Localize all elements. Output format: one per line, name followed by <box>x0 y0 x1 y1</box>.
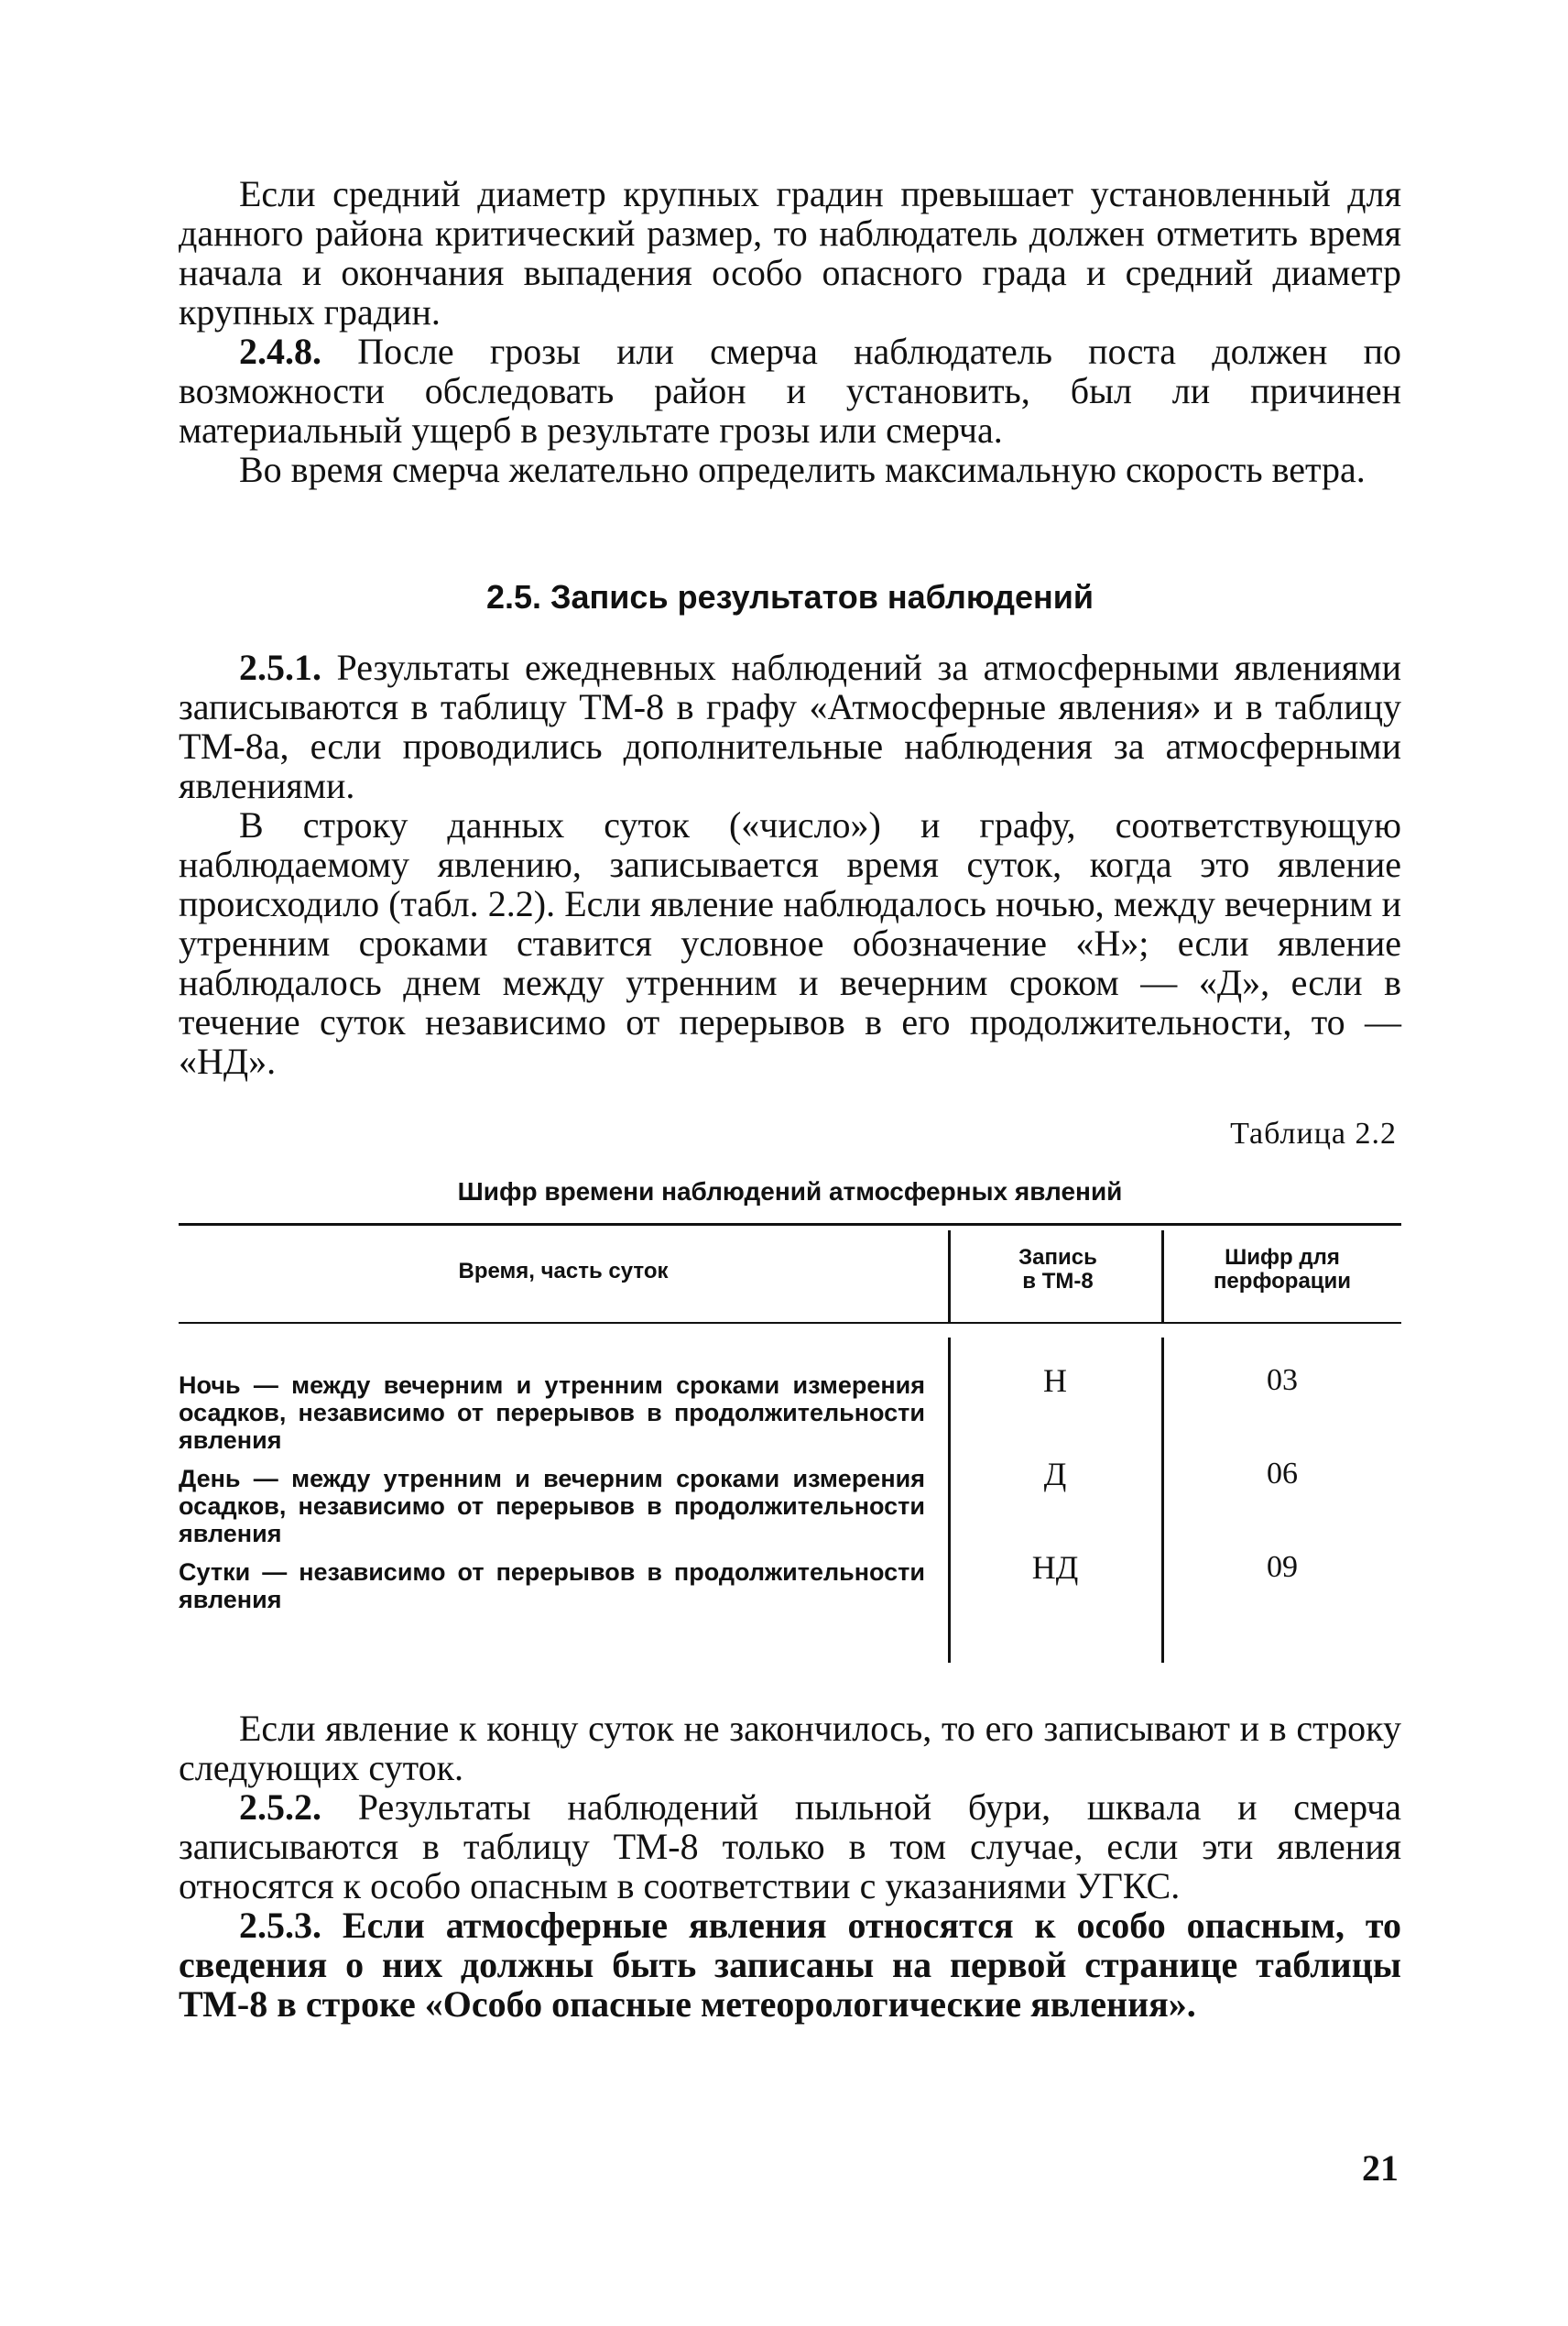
section-number: 2.5.3. <box>239 1905 321 1946</box>
section-number: 2.5.2. <box>239 1786 321 1828</box>
paragraph-text: Если явление к концу суток не закончилось, то его записывают и в строку следующих суток. <box>179 1708 1401 1788</box>
row-record: Н <box>1043 1362 1067 1399</box>
paragraph <box>179 450 1401 489</box>
row-description: День — между утренним и вечерним сроками измерения осадков, независимо от перерывов в продолжительности явления <box>179 1465 925 1547</box>
section-number: 2.5.1. <box>239 647 321 688</box>
row-record: НД <box>1031 1549 1079 1586</box>
paragraph <box>179 174 1401 332</box>
data-table <box>179 1223 1401 1663</box>
paragraph-text: Если атмосферные явления относятся к особо опасным, то сведения о них должны быть записаны на первой странице таблицы ТМ-8 в строке «Особо опасные метеорологические явления». <box>179 1905 1401 2025</box>
top-text-block <box>179 174 1401 489</box>
middle-text-block <box>179 648 1401 1081</box>
header-record: Запись в ТМ-8 <box>1018 1245 1097 1294</box>
paragraph-text: После грозы или смерча наблюдатель поста должен по возможности обследовать район и установить, был ли причинен материальный ущерб в результате грозы или смерча. <box>179 331 1401 451</box>
paragraph <box>179 805 1401 1081</box>
row-code: 09 <box>1267 1550 1298 1584</box>
paragraph-2-5-3 <box>179 1906 1401 2024</box>
table-label: Таблица 2.2 <box>1230 1117 1397 1151</box>
bottom-text-block <box>179 1709 1401 2024</box>
row-record: Д <box>1043 1456 1067 1492</box>
table-top-rule <box>179 1223 1401 1226</box>
paragraph-2-4-8 <box>179 332 1401 450</box>
row-description: Ночь — между вечерним и утренним сроками измерения осадков, независимо от перерывов в продолжительности явления <box>179 1371 925 1454</box>
header-time: Время, часть суток <box>458 1259 669 1283</box>
header-code: Шифр для перфорации <box>1213 1245 1352 1294</box>
paragraph-text: Результаты ежедневных наблюдений за атмосферными явлениями записываются в таблицу ТМ-8 в графу «Атмосферные явления» и в таблицу ТМ-8а, если проводились дополнительные наблюдения за атмосферными явлениями. <box>179 647 1401 806</box>
row-code: 06 <box>1267 1457 1298 1491</box>
page-number: 21 <box>1362 2147 1399 2189</box>
section-heading: 2.5. Запись результатов наблюдений <box>485 578 1094 616</box>
row-description: Сутки — независимо от перерывов в продолжительности явления <box>179 1558 925 1613</box>
section-number: 2.4.8. <box>239 331 321 372</box>
paragraph <box>179 1709 1401 1787</box>
paragraph-2-5-1 <box>179 648 1401 805</box>
column-divider <box>948 1230 951 1322</box>
paragraph-text: В строку данных суток («число») и графу, соответствующую наблюдаемому явлению, записывается время суток, когда это явление происходило (табл. 2.2). Если явление наблюдалось ночью, между вечерним и утренним сроками ставится условное обозначение «Н»; если явление наблюдалось днем между утренним и вечерним сроком — «Д», если в течение суток независимо от перерывов в его продолжительности, то — «НД». <box>179 804 1401 1082</box>
table-header-rule <box>179 1322 1401 1324</box>
paragraph-text: Результаты наблюдений пыльной бури, шквала и смерча записываются в таблицу ТМ-8 только в том случае, если эти явления относятся к особо опасным в соответствии с указаниями УГКС. <box>179 1786 1401 1906</box>
row-code: 03 <box>1267 1363 1298 1397</box>
column-divider <box>1161 1230 1164 1322</box>
paragraph-2-5-2 <box>179 1787 1401 1906</box>
table-title: Шифр времени наблюдений атмосферных явлений <box>457 1177 1123 1206</box>
paragraph-text: Во время смерча желательно определить максимальную скорость ветра. <box>239 449 1366 490</box>
paragraph-text: Если средний диаметр крупных градин превышает установленный для данного района критический размер, то наблюдатель должен отметить время начала и окончания выпадения особо опасного града и средний диаметр крупных градин. <box>179 173 1401 333</box>
